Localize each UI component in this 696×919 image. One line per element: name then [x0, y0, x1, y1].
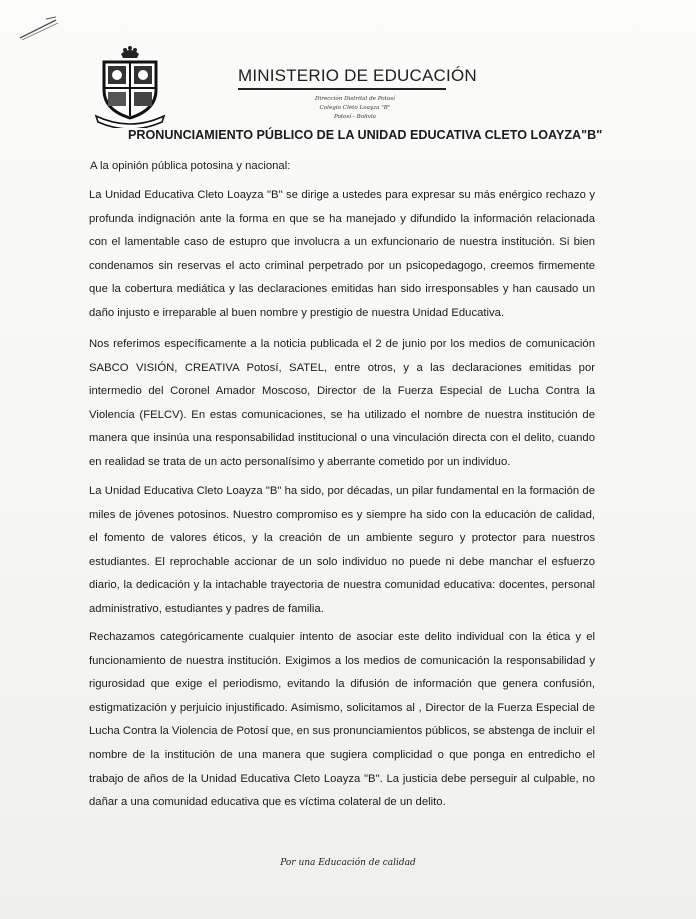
district-line: Dirección Distrital de Potosí	[315, 96, 395, 102]
school-line: Colegio Cleto Loayza "B"	[319, 105, 391, 111]
ministry-heading: MINISTERIO DE EDUCACIÓN	[238, 66, 477, 85]
salutation: A la opinión pública potosina y nacional:	[90, 160, 291, 172]
school-crest-logo	[92, 44, 168, 128]
paragraph-1: La Unidad Educativa Cleto Loayza "B" se dirige a ustedes para expresar su más enérgico rechazo y profunda indignación ante la forma en que se ha manejado y difundido la información relacionada con el lamentable caso de estupro que involucra a un exfuncionario de nuestra institución. Si bien condenamos sin reservas el acto criminal perpetrado por un psicopedagogo, creemos firmemente que la cobertura mediática y las declaraciones emitidas han sido irresponsables y han causado un daño injusto e irreparable al buen nombre y prestigio de nuestra Unidad Educativa.	[89, 189, 595, 319]
paragraph-4: Rechazamos categóricamente cualquier intento de asociar este delito individual con la ética y el funcionamiento de nuestra institución. Exigimos a los medios de comunicación la responsabilidad y rigurosidad que exige el periodismo, evitando la difusión de información que genera confusión, estigmatización y perjuicio injustificado. Asimismo, solicitamos al , Director de la Fuerza Especial de Lucha Contra la Violencia de Potosí que, en sus pronunciamientos públicos, se abstenga de incluir el nombre de la institución de una manera que sugiera complicidad o que ponga en entredicho el trabajo de años de la Unidad Educativa Cleto Loayza "B". La justicia debe perseguir al culpable, no dañar a una comunidad educativa que es víctima colateral de un delito.	[89, 631, 595, 809]
closing-motto: Por una Educación de calidad	[280, 858, 416, 868]
corner-scribble-mark	[16, 14, 60, 42]
paragraph-2: Nos referimos específicamente a la noticia publicada el 2 de junio por los medios de comunicación SABCO VISIÓN, CREATIVA Potosí, SATEL, entre otros, y a las declaraciones emitidas por intermedio del Coronel Amador Moscoso, Director de la Fuerza Especial de Lucha Contra la Violencia (FELCV). En estas comunicaciones, se ha utilizado el nombre de nuestra institución de manera que insinúa una responsabilidad institucional o una vinculación directa con el delito, cuando en realidad se trata de un acto personalísimo y aberrante cometido por un individuo.	[89, 338, 595, 468]
ministry-underline	[238, 88, 446, 90]
document-title: PRONUNCIAMIENTO PÚBLICO DE LA UNIDAD EDUCATIVA CLETO LOAYZA"B"	[128, 128, 603, 142]
paragraph-3: La Unidad Educativa Cleto Loayza "B" ha sido, por décadas, un pilar fundamental en la formación de miles de jóvenes potosinos. Nuestro compromiso es y siempre ha sido con la educación de calidad, el fomento de valores éticos, y la creación de un ambiente seguro y protector para nuestros estudiantes. El reprochable accionar de un solo individuo no puede ni debe manchar el esfuerzo diario, la dedicación y la intachable trayectoria de nuestra comunidad educativa: docentes, personal administrativo, estudiantes y padres de familia.	[89, 485, 595, 615]
location-line: Potosí - Bolivia	[334, 114, 376, 120]
